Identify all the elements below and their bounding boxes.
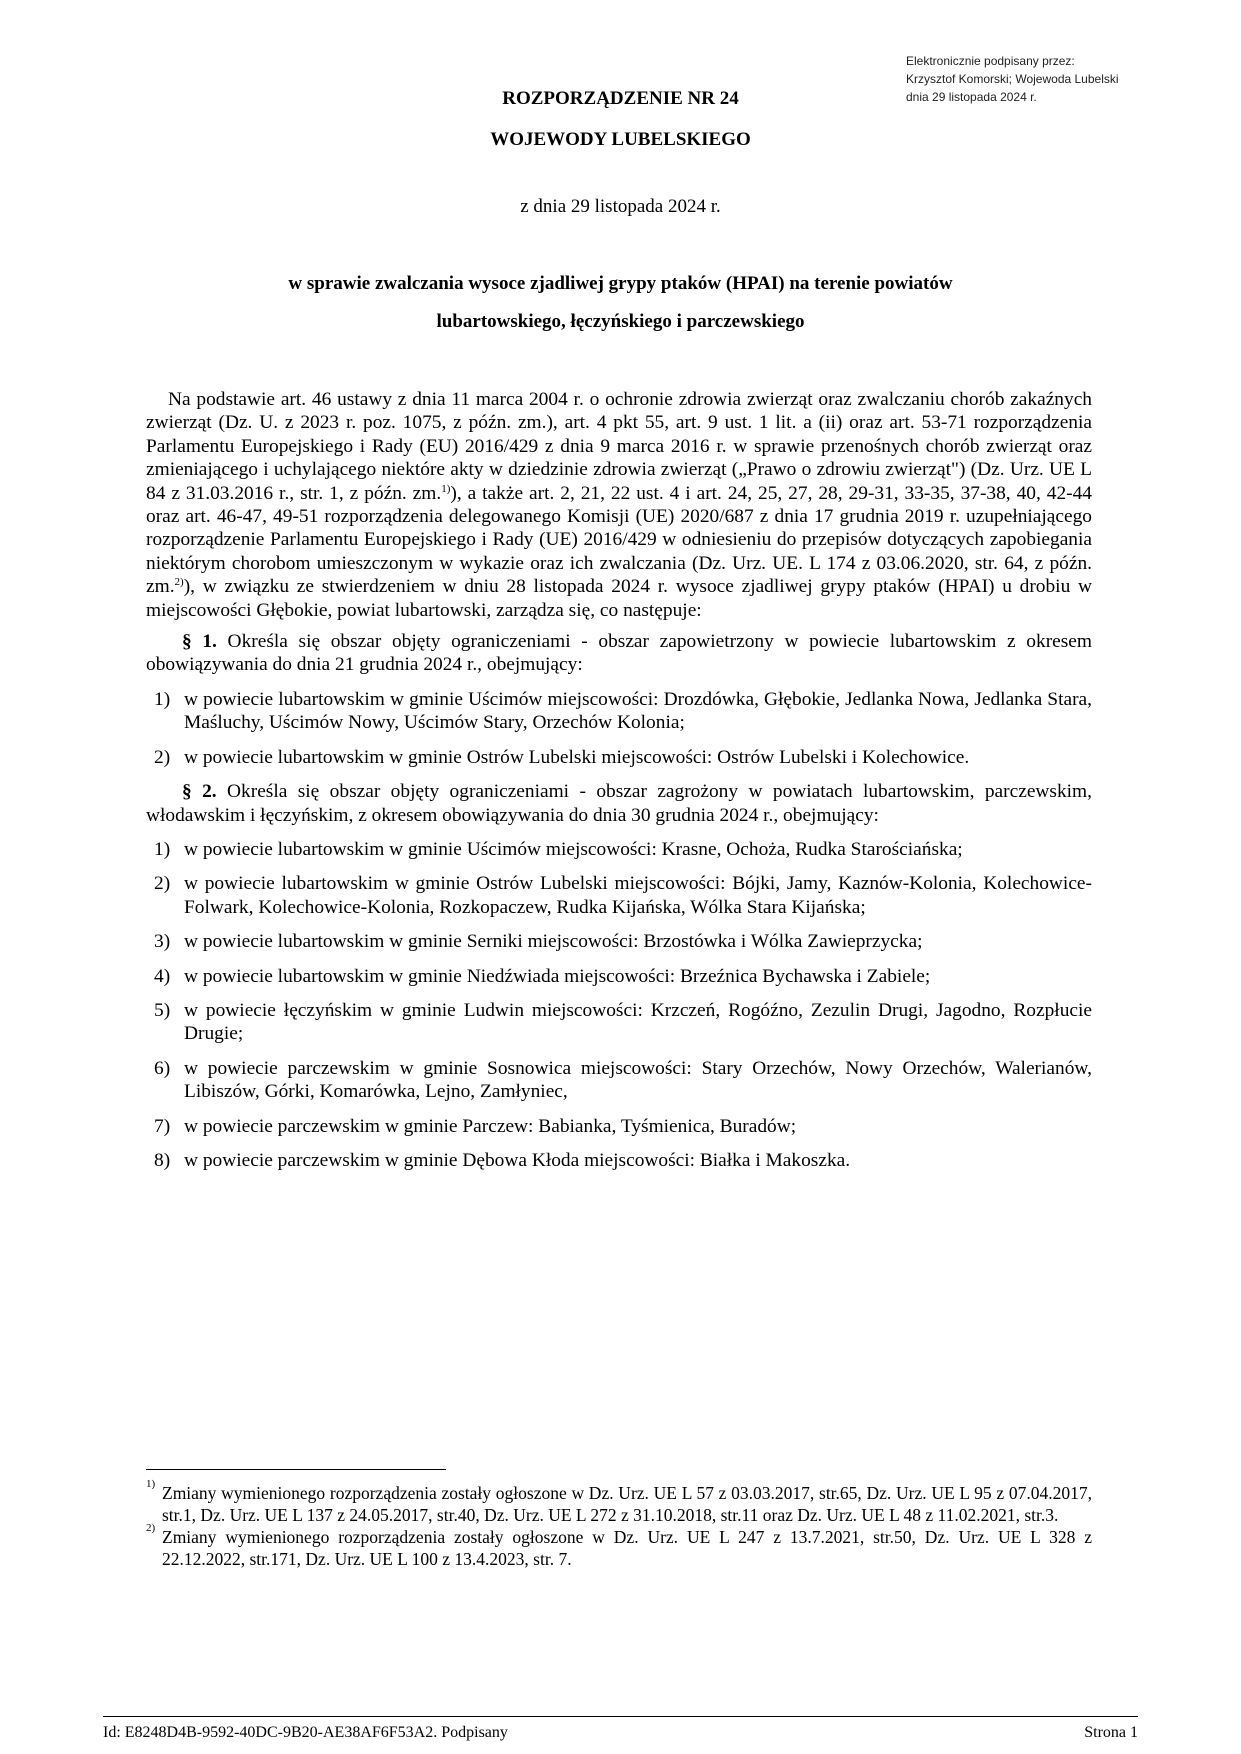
footnote-item	[146, 1522, 1092, 1570]
section-2-paragraph	[146, 780, 1092, 827]
page-number: Strona 1	[1084, 1724, 1138, 1741]
list-item	[146, 999, 1092, 1046]
section-2-text: Określa się obszar objęty ograniczeniami - obszar zagrożony w powiatach lubartowskim, parczewskim, włodawskim i łęczyńskim, z okresem obowiązywania do dnia 30 grudnia 2024 r., obejmujący:	[146, 781, 1092, 826]
list-item-number: 7)	[154, 1115, 171, 1137]
document-issuer: WOJEWODY LUBELSKIEGO	[490, 129, 751, 150]
list-item	[146, 930, 1092, 953]
list-item-text: w powiecie lubartowskim w gminie Ostrów Lubelski miejscowości: Ostrów Lubelski i Kolechowice.	[184, 746, 970, 768]
list-item	[146, 746, 1092, 769]
footnote-item	[146, 1478, 1092, 1526]
list-item-text: w powiecie parczewskim w gminie Parczew: Babianka, Tyśmienica, Buradów;	[184, 1115, 797, 1137]
section-1-text: Określa się obszar objęty ograniczeniami - obszar zapowietrzony w powiecie lubartowskim z okresem obowiązywania do dnia 21 grudnia 2024 r., obejmujący:	[146, 631, 1092, 676]
list-item	[146, 838, 1092, 861]
subject-line-1: w sprawie zwalczania wysoce zjadliwej grypy ptaków (HPAI) na terenie powiatów	[288, 273, 953, 294]
list-item	[146, 965, 1092, 988]
list-item-number: 4)	[154, 965, 171, 987]
list-item-text: w powiecie lubartowskim w gminie Niedźwiada miejscowości: Brzeźnica Bychawska i Zabiele;	[184, 965, 931, 987]
section-2-mark: § 2.	[182, 781, 217, 803]
subject-line-2: lubartowskiego, łęczyńskiego i parczewskiego	[436, 311, 805, 332]
signature-line-3: dnia 29 listopada 2024 r.	[906, 90, 1037, 104]
list-item	[146, 1149, 1092, 1172]
section-1-list	[146, 688, 1092, 769]
document-date: z dnia 29 listopada 2024 r.	[520, 196, 721, 217]
footnote-ref-2: 2)	[174, 576, 184, 589]
signature-line-2: Krzysztof Komorski; Wojewoda Lubelski	[906, 72, 1119, 86]
list-item	[146, 1057, 1092, 1104]
legal-basis-part-2: ), a także art. 2, 21, 22 ust. 4 i art. 24, 25, 27, 28, 29-31, 33-35, 37-38, 40, 42-44 oraz art. 46-47, 49-51 rozporządzenia delegowanego Komisji (UE) 2020/687 z dnia 17 grudnia 2019 r. uzupełniającego rozporządzenie Parlamentu Europejskiego i Rady (UE) 2016/429 w odniesieniu do przepisów dotyczących zapobiegania niektórym chorobom umieszczonym w wykazie oraz ich zwalczania (Dz. Urz. UE. L 174 z 03.06.2020, str. 64, z późn. zm.	[146, 482, 1092, 598]
footer-separator	[103, 1716, 1138, 1717]
document-id: Id: E8248D4B-9592-40DC-9B20-AE38AF6F53A2. Podpisany	[103, 1724, 508, 1741]
list-item-text: w powiecie parczewskim w gminie Sosnowica miejscowości: Stary Orzechów, Nowy Orzechów, Walerianów, Libiszów, Górki, Komarówka, Lejno, Zamłyniec,	[184, 1057, 1092, 1103]
footnote-ref-1: 1)	[441, 482, 451, 495]
footnotes	[146, 1478, 1092, 1570]
legal-basis-paragraph	[146, 388, 1092, 622]
footnote-mark: 1)	[146, 1478, 156, 1490]
list-item-text: w powiecie lubartowskim w gminie Ostrów Lubelski miejscowości: Bójki, Jamy, Kaznów-Kolonia, Kolechowice-Folwark, Kolechowice-Kolonia, Rozkopaczew, Rudka Kijańska, Wólka Stara Kijańska;	[184, 873, 1092, 918]
list-item-number: 1)	[154, 838, 171, 860]
list-item-text: w powiecie lubartowskim w gminie Uścimów miejscowości: Drozdówka, Głębokie, Jedlanka Nowa, Jedlanka Stara, Maśluchy, Uścimów Nowy, Uścimów Stary, Orzechów Kolonia;	[184, 688, 1092, 734]
list-item-number: 2)	[154, 746, 171, 768]
footnote-text: Zmiany wymienionego rozporządzenia zostały ogłoszone w Dz. Urz. UE L 247 z 13.7.2021, str.50, Dz. Urz. UE L 328 z 22.12.2022, str.171, Dz. Urz. UE L 100 z 13.4.2023, str. 7.	[162, 1527, 1092, 1569]
legal-basis-part-1: Na podstawie art. 46 ustawy z dnia 11 marca 2004 r. o ochronie zdrowia zwierząt oraz zwalczaniu chorób zakaźnych zwierząt (Dz. U. z 2023 r. poz. 1075, z późn. zm.), art. 4 pkt 55, art. 9 ust. 1 lit. a (ii) oraz art. 53-71 rozporządzenia Parlamentu Europejskiego i Rady (EU) 2016/429 z dnia 9 marca 2016 r. w sprawie przenośnych chorób zwierząt oraz zmieniającego i uchylającego niektóre akty w dziedzinie zdrowia zwierząt („Prawo o zdrowiu zwierząt") (Dz. Urz. UE L 84 z 31.03.2016 r., str. 1, z późn. zm.	[146, 389, 1092, 504]
legal-basis-part-3: ), w związku ze stwierdzeniem w dniu 28 listopada 2024 r. wysoce zjadliwej grypy ptaków (HPAI) u drobiu w miejscowości Głębokie, powiat lubartowski, zarządza się, co następuje:	[146, 576, 1092, 621]
footnote-mark: 2)	[146, 1522, 156, 1534]
document-body	[146, 388, 1092, 1183]
list-item	[146, 1115, 1092, 1138]
list-item-text: w powiecie parczewskim w gminie Dębowa Kłoda miejscowości: Białka i Makoszka.	[184, 1149, 851, 1171]
section-1-paragraph	[146, 630, 1092, 677]
signature-line-1: Elektronicznie podpisany przez:	[906, 54, 1075, 68]
list-item-text: w powiecie łęczyńskim w gminie Ludwin miejscowości: Krzczeń, Rogóźno, Zezulin Drugi, Jagodno, Rozpłucie Drugie;	[184, 999, 1092, 1045]
section-2-list	[146, 838, 1092, 1172]
list-item-number: 1)	[154, 688, 171, 710]
list-item-number: 3)	[154, 931, 171, 953]
document-title: ROZPORZĄDZENIE NR 24	[502, 88, 739, 109]
footnote-text: Zmiany wymienionego rozporządzenia zostały ogłoszone w Dz. Urz. UE L 57 z 03.03.2017, str.65, Dz. Urz. UE L 95 z 07.04.2017, str.1, Dz. Urz. UE L 137 z 24.05.2017, str.40, Dz. Urz. UE L 272 z 31.10.2018, str.11 oraz Dz. Urz. UE L 48 z 11.02.2021, str.3.	[162, 1483, 1092, 1525]
list-item-text: w powiecie lubartowskim w gminie Uścimów miejscowości: Krasne, Ochoża, Rudka Starościańska;	[184, 838, 963, 860]
list-item-number: 2)	[154, 873, 171, 895]
footnote-separator	[146, 1469, 446, 1470]
document-subject	[0, 265, 1241, 341]
list-item-number: 5)	[154, 999, 171, 1021]
section-1-mark: § 1.	[182, 631, 217, 653]
list-item-text: w powiecie lubartowskim w gminie Serniki miejscowości: Brzostówka i Wólka Zawieprzycka;	[184, 931, 923, 953]
list-item-number: 8)	[154, 1149, 171, 1171]
list-item-number: 6)	[154, 1057, 171, 1079]
list-item	[146, 688, 1092, 735]
list-item	[146, 872, 1092, 919]
